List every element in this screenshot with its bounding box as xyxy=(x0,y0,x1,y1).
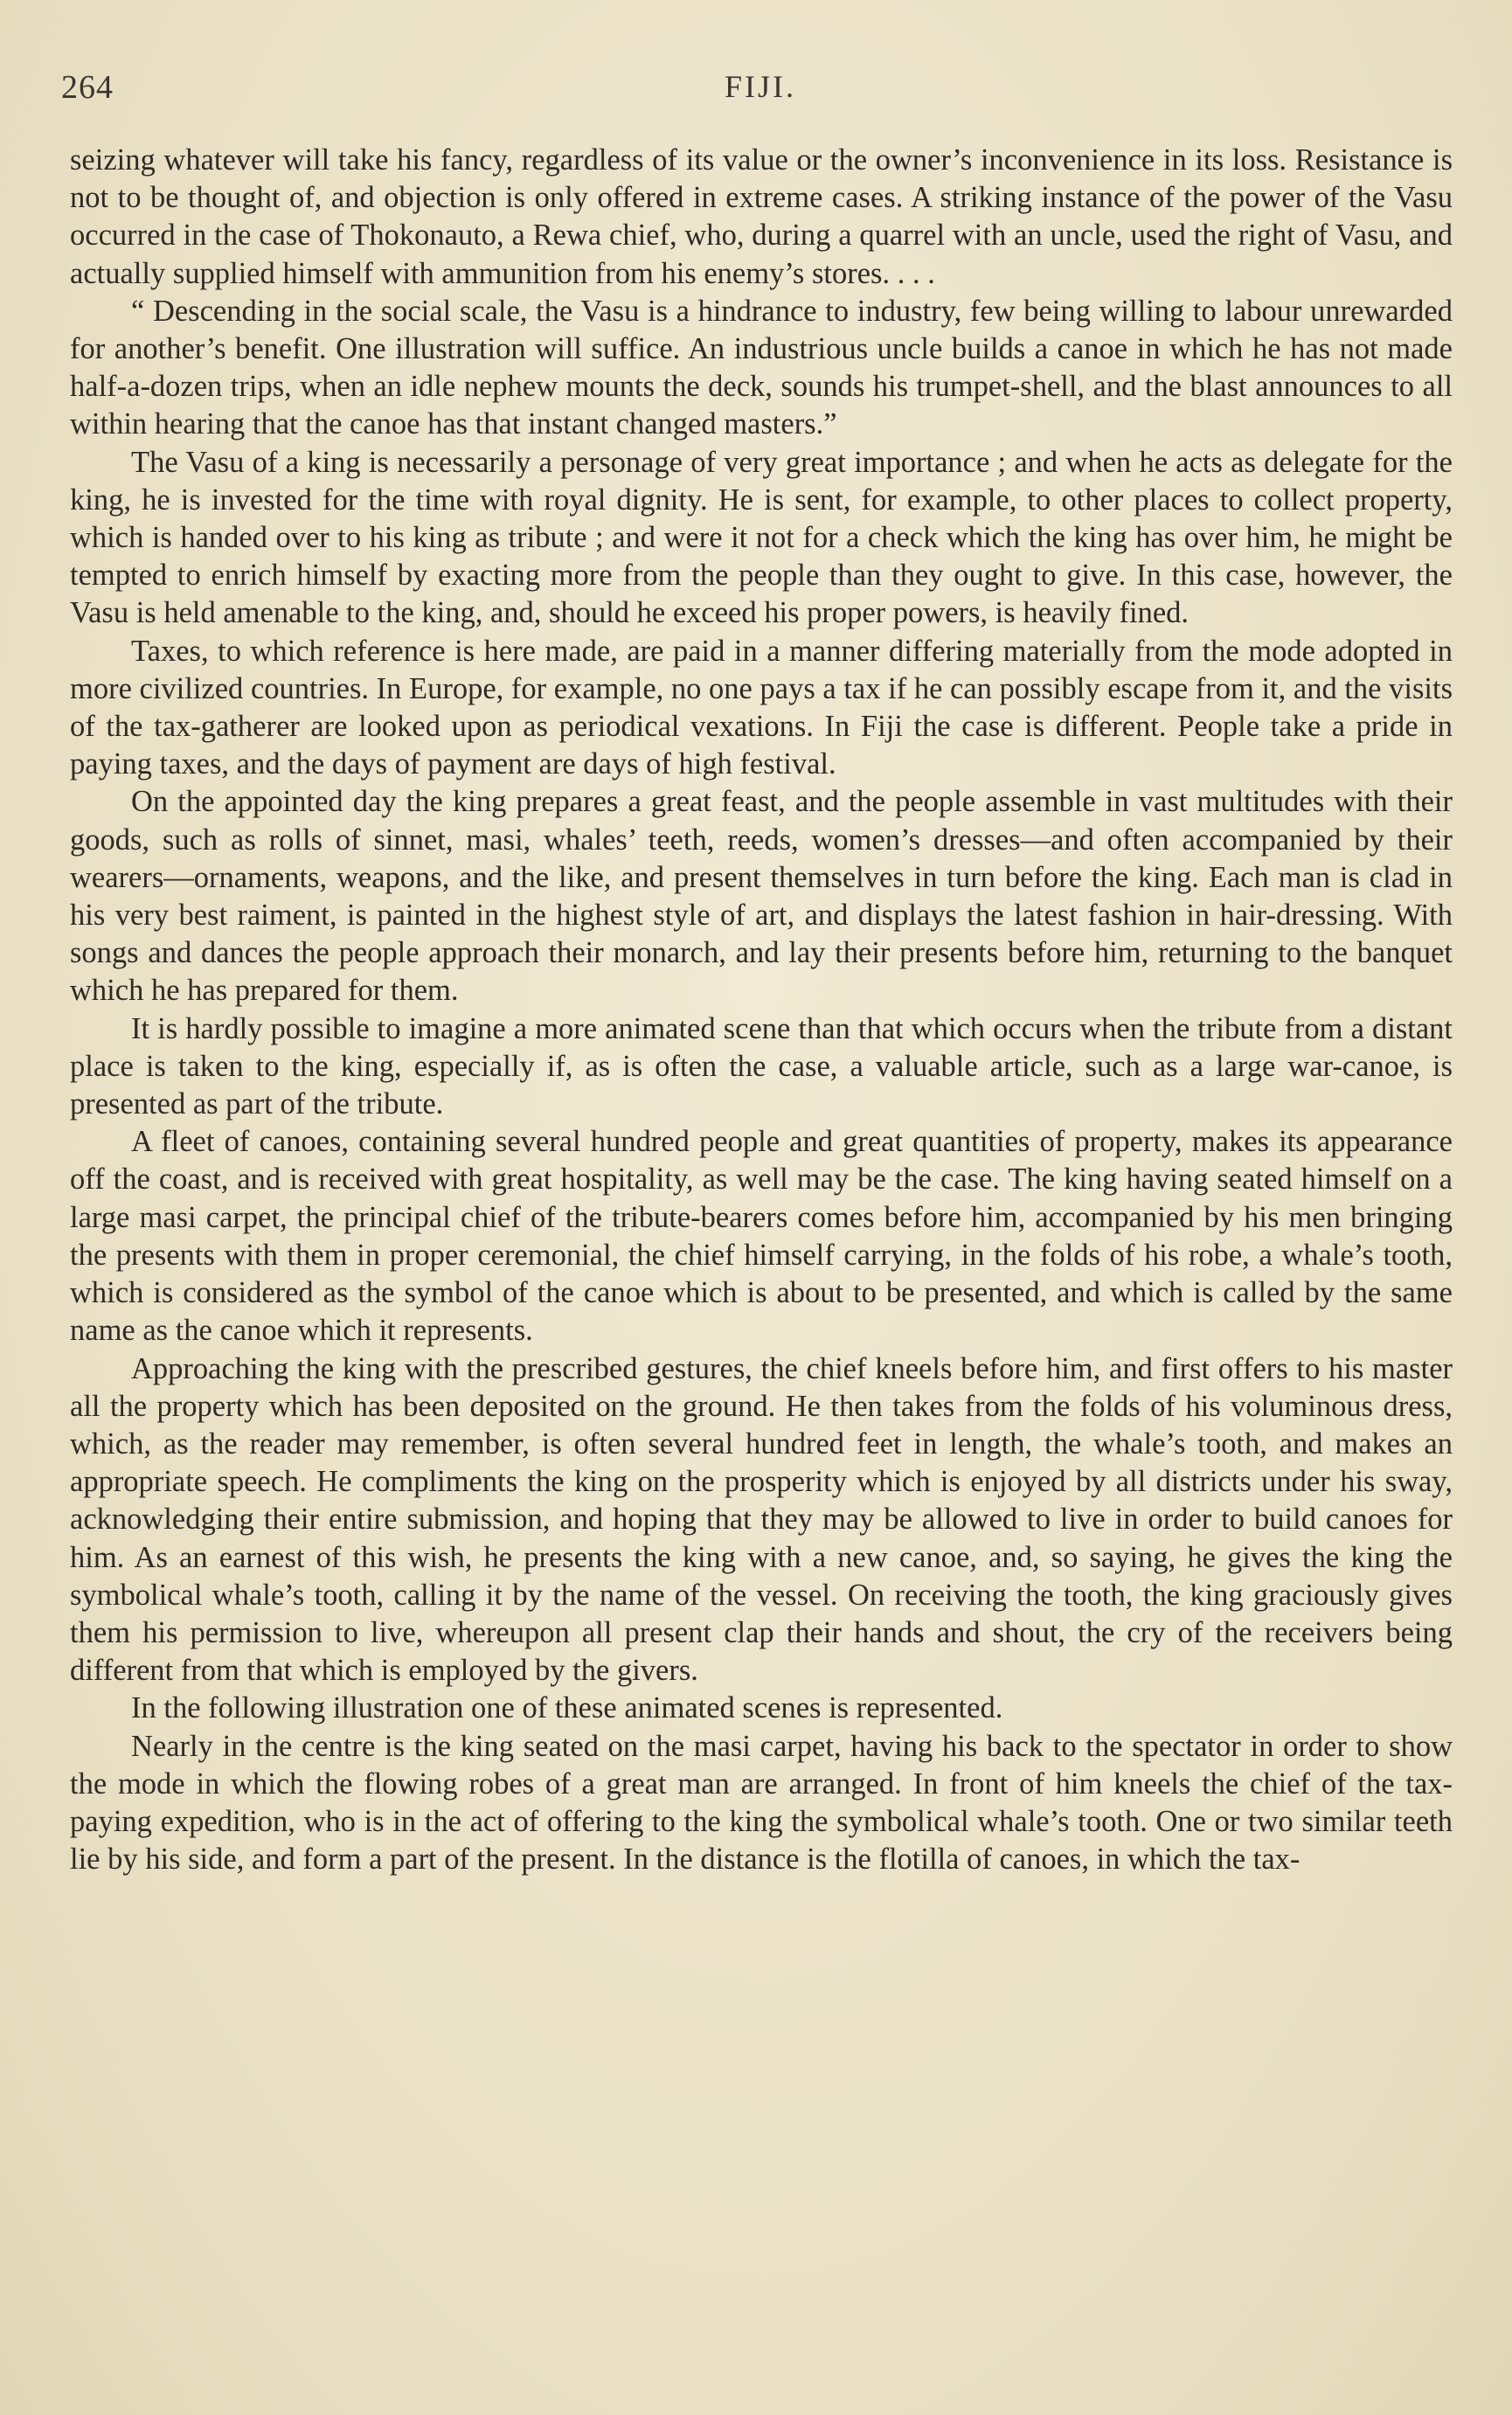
paragraph-vasu-of-king: The Vasu of a king is necessarily a personage of very great importance ; and when he acts as delegate for the king, he is invested for the time with royal dignity. He is sent, for example, to other places to collect property, which is handed over to his king as tribute ; and were it not for a check which the king has over him, he might be tempted to enrich himself by exacting more from the people than they ought to give. In this case, however, the Vasu is held amenable to the king, and, should he exceed his proper powers, is heavily fined. xyxy=(70,445,1453,630)
paragraph-approaching-king: Approaching the king with the prescribed gestures, the chief kneels before him, and first offers to his master all the property which has been deposited on the ground. He then takes from the folds of his voluminous dress, which, as the reader may remember, is often several hundred feet in length, the whale’s tooth, and makes an appropriate speech. He compliments the king on the prosperity which is enjoyed by all districts under his sway, acknowledging their entire submission, and hoping that they may be allowed to live in order to build canoes for him. As an earnest of this wish, he presents the king with a new canoe, and, so saying, he gives the king the symbolical whale’s tooth, calling it by the name of the vessel. On receiving the tooth, the king graciously gives them his permission to live, whereupon all present clap their hands and shout, the cry of the receivers being different from that which is employed by the givers. xyxy=(70,1351,1453,1688)
paragraph-fleet-of-canoes: A fleet of canoes, containing several hundred people and great quantities of property, makes its appearance off the coast, and is received with great hospitality, as well may be the case. The king having seated himself on a large masi carpet, the principal chief of the tribute-bearers comes before him, accompanied by his men bringing the presents with them in proper ceremonial, the chief himself carrying, in the folds of his robe, a whale’s tooth, which is considered as the symbol of the canoe which is about to be presented, and which is called by the same name as the canoe which it represents. xyxy=(70,1125,1453,1348)
paragraph-quote: “ Descending in the social scale, the Vasu is a hindrance to industry, few being willing to labour unrewarded for another’s benefit. One illustration will suffice. An industrious uncle builds a canoe in which he has not made half-a-dozen trips, when an idle nephew mounts the deck, sounds his trumpet-shell, and the blast announces to all within hearing that the canoe has that instant changed masters.” xyxy=(70,294,1453,441)
paragraph-illustration-intro: In the following illustration one of these animated scenes is represented. xyxy=(131,1691,1003,1725)
running-title: FIJI. xyxy=(724,69,796,104)
running-head xyxy=(61,68,1460,121)
body-text xyxy=(70,142,1453,1878)
paragraph-illustration-description: Nearly in the centre is the king seated on the masi carpet, having his back to the spectator in order to show the mode in which the flowing robes of a great man are arranged. In front of him kneels the chief of the tax-paying expedition, who is in the act of offering to the king the symbolical whale’s tooth. One or two similar teeth lie by his side, and form a part of the present. In the distance is the flotilla of canoes, in which the tax- xyxy=(70,1729,1453,1877)
paragraph-continuation: seizing whatever will take his fancy, regardless of its value or the owner’s inconvenience in its loss. Resistance is not to be thought of, and objection is only offered in extreme cases. A striking instance of the power of the Vasu occurred in the case of Thokonauto, a Rewa chief, who, during a quarrel with an uncle, used the right of Vasu, and actually supplied himself with ammunition from his enemy’s stores. . . . xyxy=(70,143,1453,290)
paragraph-animated-scene: It is hardly possible to imagine a more animated scene than that which occurs when the tribute from a distant place is taken to the king, especially if, as is often the case, a valuable article, such as a large war-canoe, is presented as part of the tribute. xyxy=(70,1011,1453,1121)
page-number: 264 xyxy=(61,69,114,106)
paragraph-taxes: Taxes, to which reference is here made, are paid in a manner differing materially from the mode adopted in more civilized countries. In Europe, for example, no one pays a tax if he can possibly escape from it, and the visits of the tax-gatherer are looked upon as periodical vexations. In Fiji the case is different. People take a pride in paying taxes, and the days of payment are days of high festival. xyxy=(70,634,1453,781)
paragraph-appointed-day: On the appointed day the king prepares a great feast, and the people assemble in vast multitudes with their goods, such as rolls of sinnet, masi, whales’ teeth, reeds, women’s dresses—and often accompanied by their wearers—ornaments, weapons, and the like, and present themselves in turn before the king. Each man is clad in his very best raiment, is painted in the highest style of art, and displays the latest fashion in hair-dressing. With songs and dances the people approach their monarch, and lay their presents before him, returning to the banquet which he has prepared for them. xyxy=(70,785,1453,1008)
